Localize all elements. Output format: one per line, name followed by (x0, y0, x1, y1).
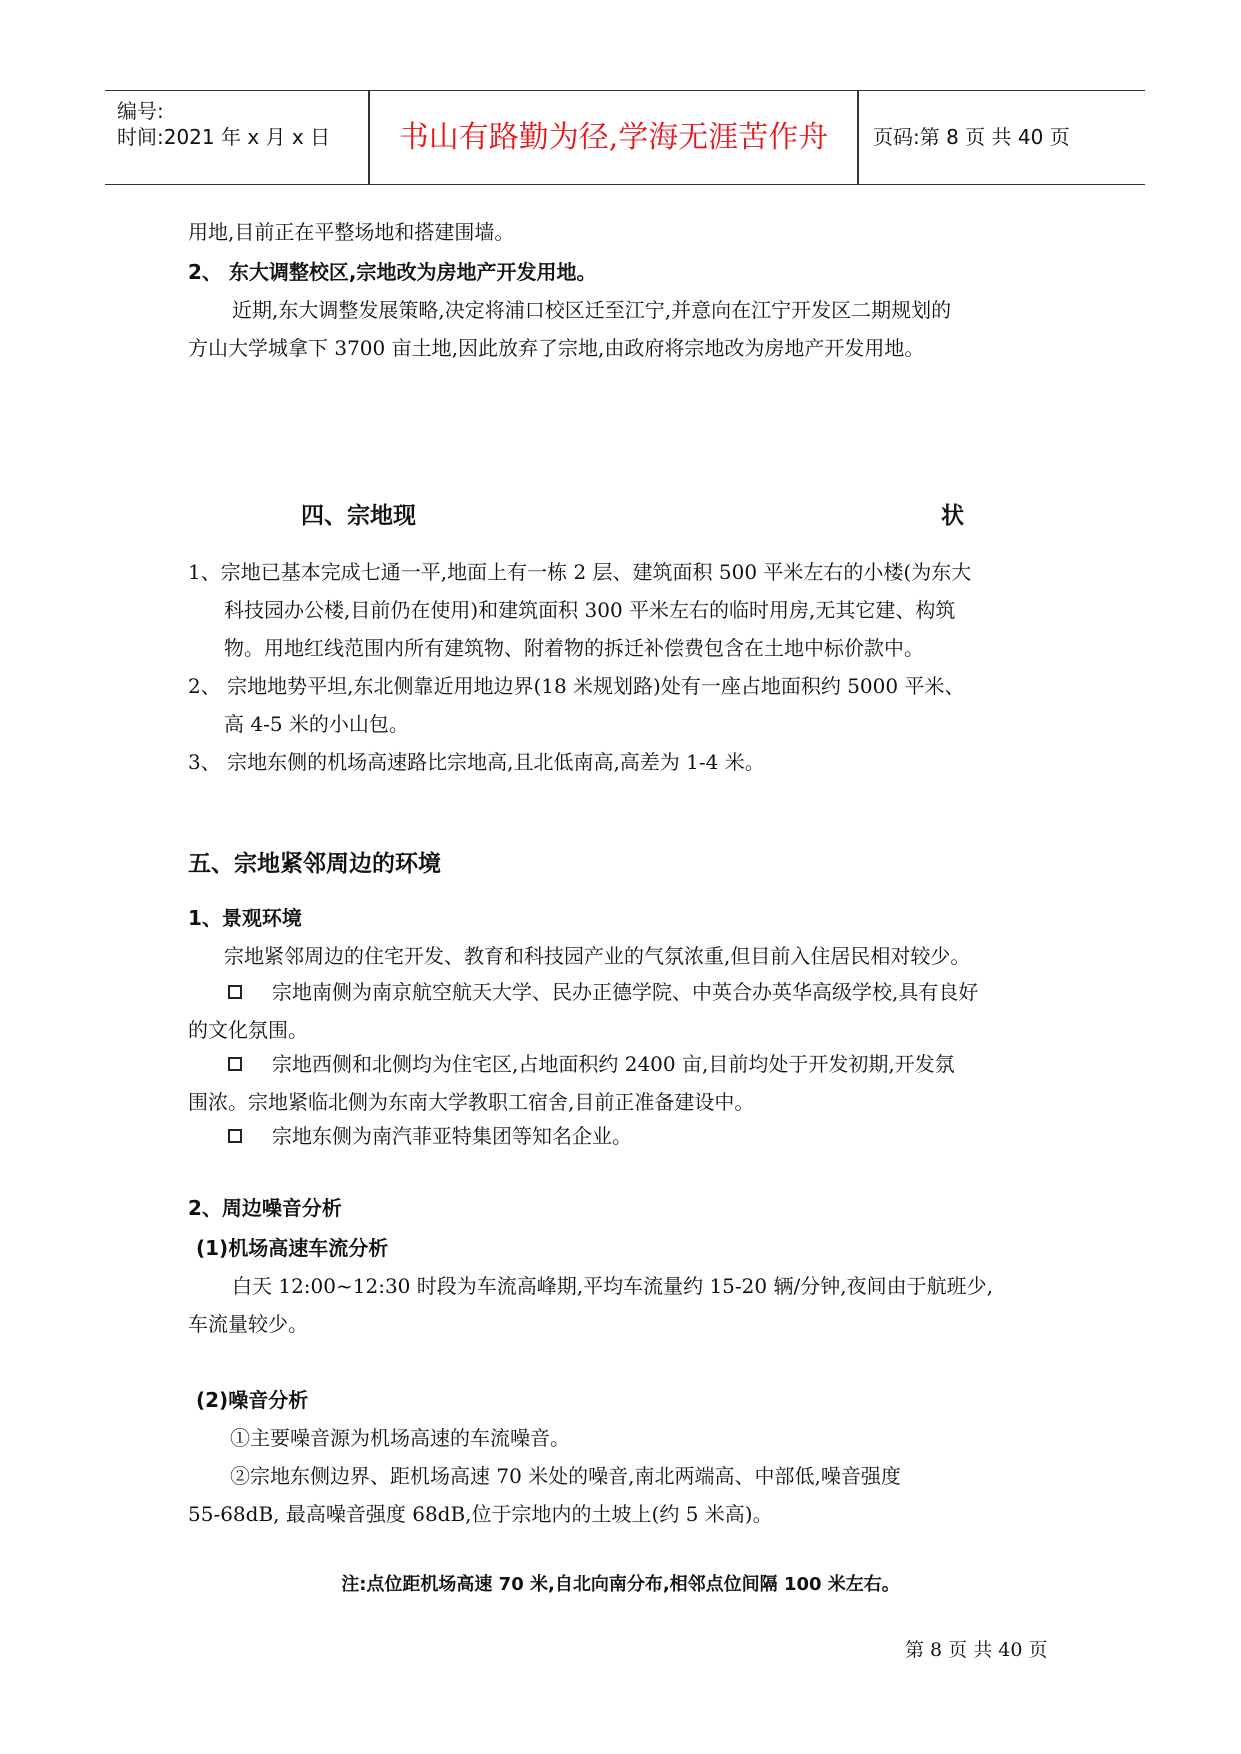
bullet-item: 宗地西侧和北侧均为住宅区,占地面积约 2400 亩,目前均处于开发初期,开发氛 (272, 1052, 955, 1076)
subsection-heading: (1)机场高速车流分析 (196, 1236, 389, 1260)
header-number: 编号: (117, 99, 164, 123)
page-header (105, 90, 1145, 185)
header-time: 时间:2021 年 x 月 x 日 (117, 125, 331, 149)
checkbox-square-icon (228, 1129, 242, 1143)
subsection-heading: 1、景观环境 (188, 906, 302, 930)
header-motto: 书山有路勤为径,学海无涯苦作舟 (398, 120, 829, 155)
bullet-item: 围浓。宗地紧临北侧为东南大学教职工宿舍,目前正准备建设中。 (188, 1090, 755, 1114)
header-page-number: 页码:第 8 页 共 40 页 (873, 125, 1070, 149)
note: 注:点位距机场高速 70 米,自北向南分布,相邻点位间隔 100 米左右。 (341, 1574, 900, 1595)
section-title: 状 (941, 503, 964, 529)
list-item: 1、宗地已基本完成七通一平,地面上有一栋 2 层、建筑面积 500 平米左右的小楼(为东大 (188, 560, 972, 584)
header-divider (857, 91, 859, 184)
paragraph: 车流量较少。 (188, 1312, 308, 1336)
subsection-heading: (2)噪音分析 (196, 1388, 309, 1412)
list-item: 高 4-5 米的小山包。 (224, 712, 409, 736)
paragraph: 55-68dB, 最高噪音强度 68dB,位于宗地内的土坡上(约 5 米高)。 (188, 1502, 773, 1526)
checkbox-square-icon (228, 1057, 242, 1071)
section-title: 五、宗地紧邻周边的环境 (188, 851, 441, 877)
section-title: 四、宗地现 (301, 503, 416, 529)
checkbox-square-icon (228, 985, 242, 999)
paragraph: 近期,东大调整发展策略,决定将浦口校区迁至江宁,并意向在江宁开发区二期规划的 (232, 298, 952, 322)
section-heading: 2、 东大调整校区,宗地改为房地产开发用地。 (188, 260, 597, 284)
subsection-heading: 2、周边噪音分析 (188, 1196, 342, 1220)
bullet-item: 的文化氛围。 (188, 1018, 308, 1042)
list-item: 2、 宗地地势平坦,东北侧靠近用地边界(18 米规划路)处有一座占地面积约 5000 平米、 (188, 674, 965, 698)
bullet-item: 宗地南侧为南京航空航天大学、民办正德学院、中英合办英华高级学校,具有良好 (272, 980, 979, 1004)
list-item: 科技园办公楼,目前仍在使用)和建筑面积 300 平米左右的临时用房,无其它建、构筑 (224, 598, 956, 622)
paragraph: ①主要噪音源为机场高速的车流噪音。 (230, 1426, 570, 1450)
paragraph: 白天 12:00~12:30 时段为车流高峰期,平均车流量约 15-20 辆/分钟,夜间由于航班少, (232, 1274, 993, 1298)
list-item: 物。用地红线范围内所有建筑物、附着物的拆迁补偿费包含在土地中标价款中。 (224, 636, 924, 660)
list-item: 3、 宗地东侧的机场高速路比宗地高,且北低南高,高差为 1-4 米。 (188, 750, 765, 774)
bullet-item: 宗地东侧为南汽菲亚特集团等知名企业。 (272, 1124, 632, 1148)
paragraph: ②宗地东侧边界、距机场高速 70 米处的噪音,南北两端高、中部低,噪音强度 (230, 1464, 901, 1488)
footer-page-number: 第 8 页 共 40 页 (905, 1639, 1048, 1661)
paragraph: 方山大学城拿下 3700 亩土地,因此放弃了宗地,由政府将宗地改为房地产开发用地。 (188, 336, 925, 360)
paragraph: 宗地紧邻周边的住宅开发、教育和科技园产业的气氛浓重,但目前入住居民相对较少。 (224, 944, 971, 968)
paragraph: 用地,目前正在平整场地和搭建围墙。 (188, 220, 515, 244)
header-meta (117, 91, 372, 184)
